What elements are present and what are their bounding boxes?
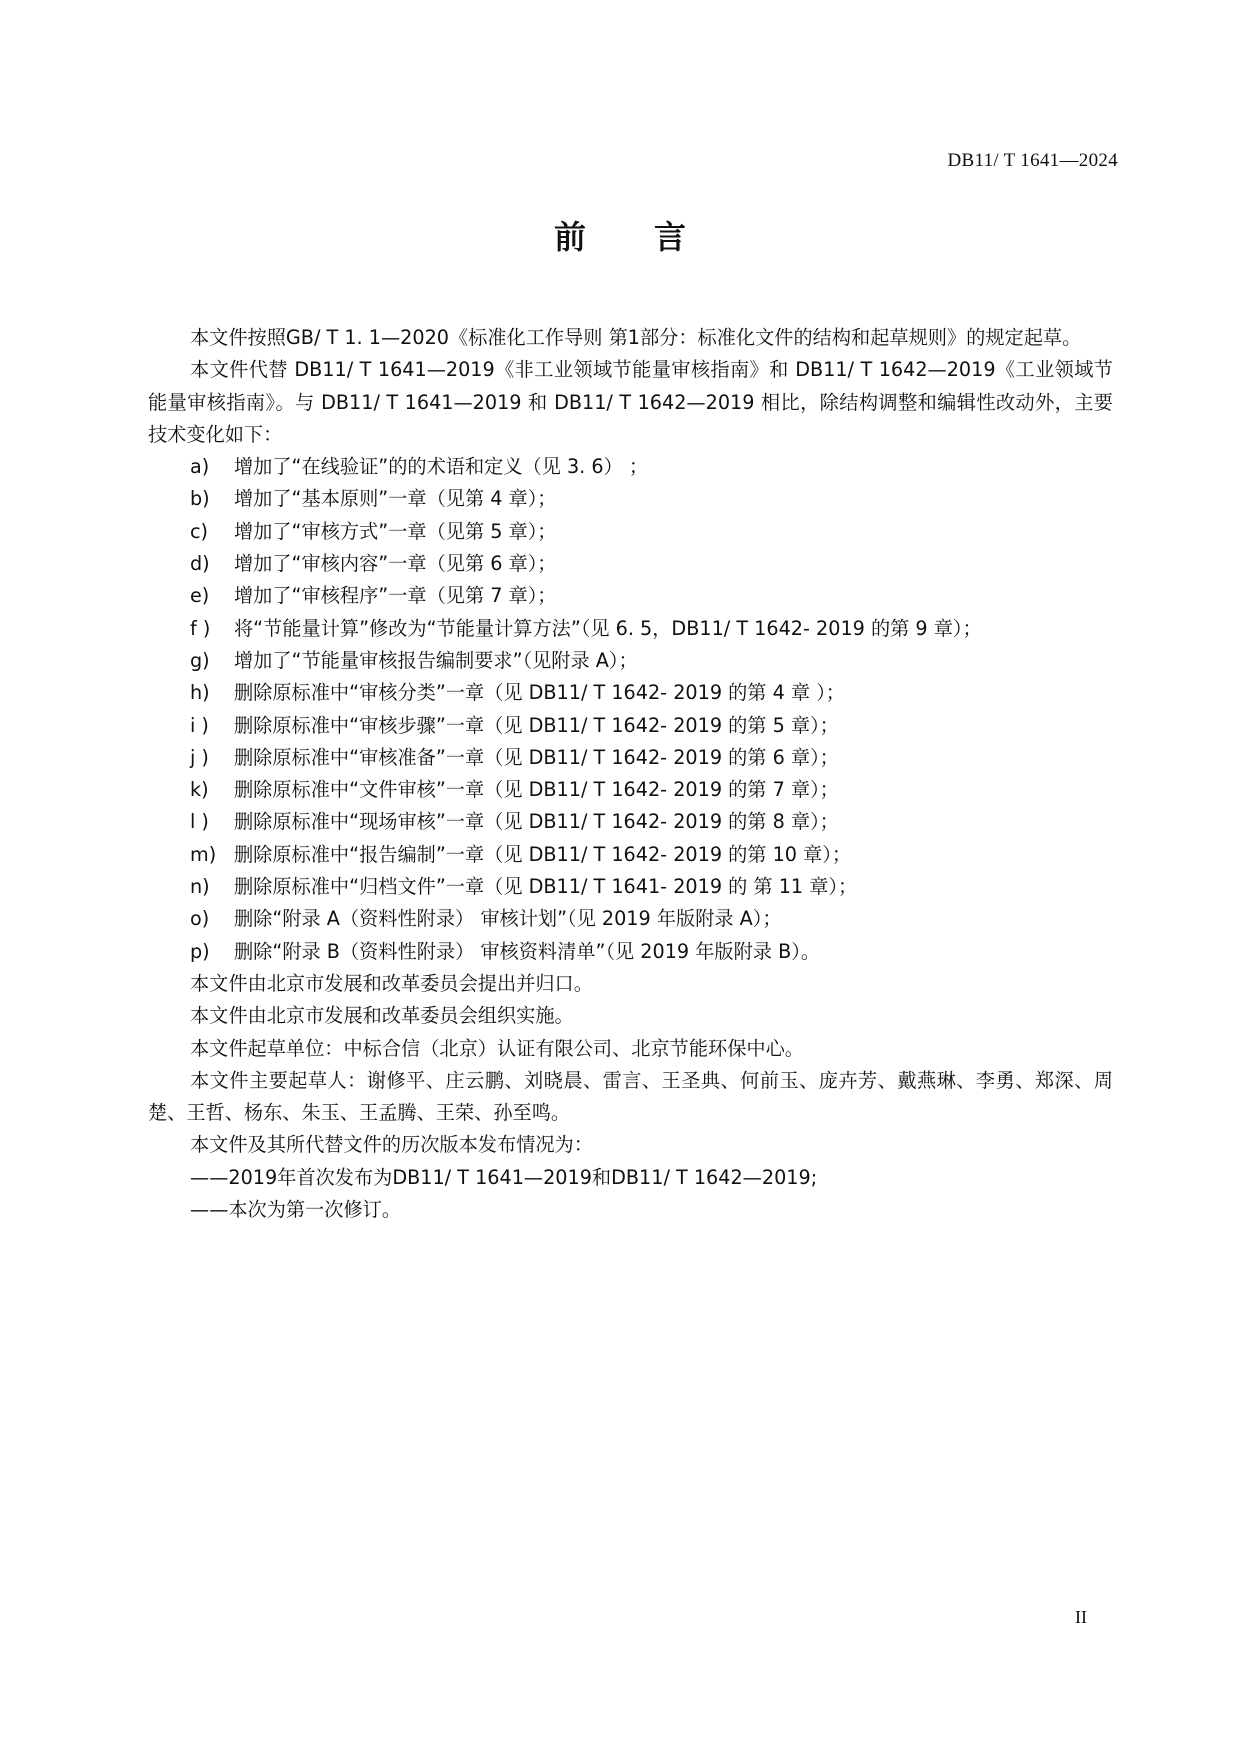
list-item (148, 903, 1113, 935)
list-item (148, 774, 1113, 806)
list-marker: m) (190, 842, 217, 866)
list-item (148, 548, 1113, 580)
list-text: 增加了“在线验证”的的术语和定义（见 3. 6） ； (234, 455, 649, 479)
list-item (148, 580, 1113, 612)
list-marker: l ) (190, 810, 209, 834)
list-text: 增加了“审核方式”一章（见第 5 章）； (234, 519, 557, 543)
page-number: II (1075, 1607, 1087, 1627)
list-text: 增加了“基本原则”一章（见第 4 章）； (234, 487, 557, 511)
list-marker: i ) (190, 713, 209, 737)
list-text: 删除“附录 A（资料性附录） 审核计划”（见 2019 年版附录 A）； (234, 907, 782, 931)
standard-number: DB11/ T 1641—2024 (947, 150, 1118, 171)
list-text: 删除“附录 B（资料性附录） 审核资料清单”（见 2019 年版附录 B）。 (234, 939, 821, 963)
title-char-2: 言 (654, 218, 687, 256)
changes-list (148, 451, 1113, 968)
list-item (148, 806, 1113, 838)
list-text: 删除原标准中“审核准备”一章（见 DB11/ T 1642- 2019 的第 6 章）； (234, 745, 839, 769)
title-char-1: 前 (553, 218, 586, 256)
list-marker: f ) (190, 616, 211, 640)
list-marker: a) (190, 455, 210, 479)
list-text: 删除原标准中“报告编制”一章（见 DB11/ T 1642- 2019 的第 10 章）； (234, 842, 852, 866)
history-item: ——本次为第一次修订。 (190, 1198, 402, 1222)
list-text: 删除原标准中“现场审核”一章（见 DB11/ T 1642- 2019 的第 8 章）； (234, 810, 839, 834)
list-marker: o) (190, 907, 210, 931)
list-item (148, 936, 1113, 968)
list-item (148, 645, 1113, 677)
list-item (148, 613, 1113, 645)
list-marker: d) (190, 552, 210, 576)
drafting-units-paragraph: 本文件起草单位：中标合信（北京）认证有限公司、北京节能环保中心。 (190, 1036, 804, 1060)
document-body (148, 322, 1113, 1226)
list-marker: c) (190, 519, 209, 543)
list-marker: j ) (190, 745, 209, 769)
list-marker: n) (190, 875, 210, 899)
list-text: 删除原标准中“审核分类”一章（见 DB11/ T 1642- 2019 的第 4 章 ）； (234, 681, 845, 705)
list-item (148, 871, 1113, 903)
list-item (148, 742, 1113, 774)
list-item (148, 839, 1113, 871)
list-marker: h) (190, 681, 210, 705)
list-marker: g) (190, 648, 210, 672)
intro-paragraph-2: 本文件代替 DB11/ T 1641—2019《非工业领域节能量审核指南》和 DB11/ T 1642—2019《工业领域节能量审核指南》。与 DB11/ T 1641—2019 和 DB11/ T 1642—2019 相比，除结构调整和编辑性改动外，主要技术变化如下： (148, 358, 1113, 446)
list-item (148, 677, 1113, 709)
list-item (148, 483, 1113, 515)
list-marker: b) (190, 487, 210, 511)
list-text: 增加了“节能量审核报告编制要求”（见附录 A）； (234, 648, 638, 672)
list-text: 将“节能量计算”修改为“节能量计算方法”（见 6. 5，DB11/ T 1642- 2019 的第 9 章）； (234, 616, 982, 640)
list-item (148, 516, 1113, 548)
list-text: 增加了“审核程序”一章（见第 7 章）； (234, 584, 557, 608)
history-item: ——2019年首次发布为DB11/ T 1641—2019和DB11/ T 1642—2019; (190, 1165, 818, 1189)
history-intro-paragraph: 本文件及其所代替文件的历次版本发布情况为： (190, 1133, 593, 1157)
list-item (148, 710, 1113, 742)
list-item (148, 451, 1113, 483)
list-text: 删除原标准中“文件审核”一章（见 DB11/ T 1642- 2019 的第 7 章）； (234, 778, 839, 802)
list-text: 删除原标准中“审核步骤”一章（见 DB11/ T 1642- 2019 的第 5 章）； (234, 713, 839, 737)
proposer-paragraph: 本文件由北京市发展和改革委员会提出并归口。 (190, 971, 593, 995)
page-title (0, 212, 1240, 258)
intro-paragraph-1: 本文件按照GB/ T 1. 1—2020《标准化工作导则 第1部分：标准化文件的结构和起草规则》的规定起草。 (190, 326, 1082, 349)
list-marker: p) (190, 939, 210, 963)
list-text: 增加了“审核内容”一章（见第 6 章）； (234, 552, 557, 576)
list-marker: k) (190, 778, 209, 802)
implementer-paragraph: 本文件由北京市发展和改革委员会组织实施。 (190, 1004, 574, 1028)
drafters-paragraph: 本文件主要起草人：谢修平、庄云鹏、刘晓晨、雷言、王圣典、何前玉、庞卉芳、戴燕琳、李勇、郑深、周楚、王哲、杨东、朱玉、王孟腾、王荣、孙至鸣。 (148, 1068, 1113, 1125)
list-marker: e) (190, 584, 210, 608)
list-text: 删除原标准中“归档文件”一章（见 DB11/ T 1641- 2019 的 第 11 章）； (234, 875, 858, 899)
